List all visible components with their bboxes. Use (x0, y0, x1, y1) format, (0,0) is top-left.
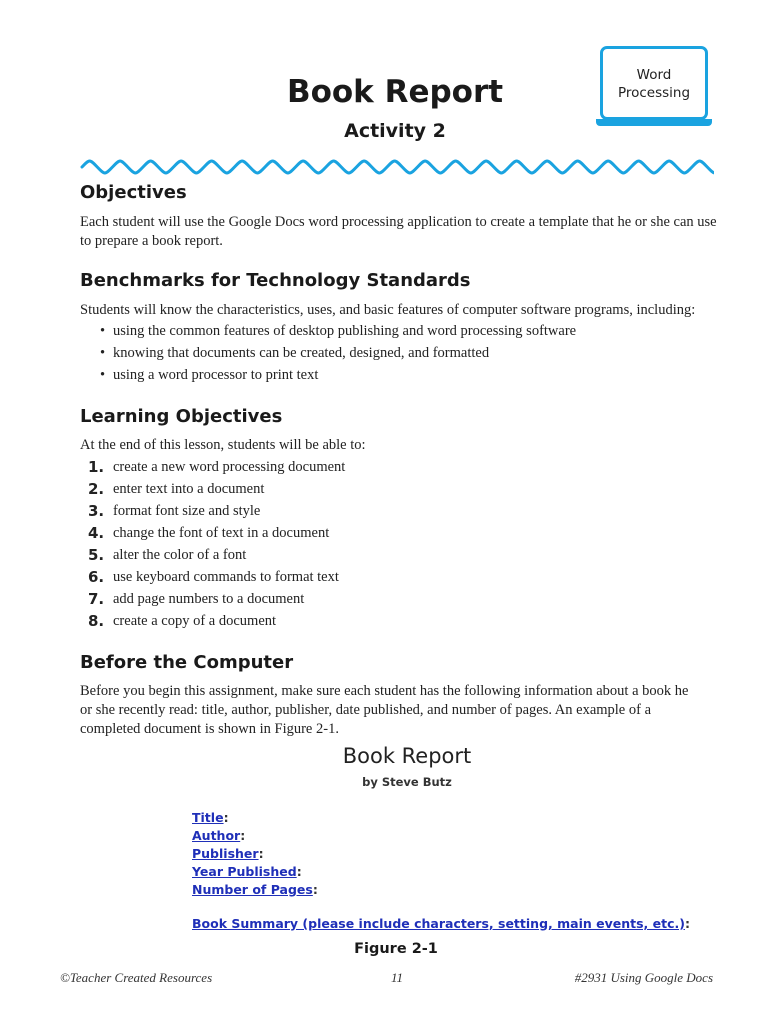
example-field-year: Year Published: (192, 864, 302, 879)
learning-objectives-heading: Learning Objectives (80, 406, 283, 427)
example-report-title: Book Report (342, 744, 472, 768)
list-item: 4. change the font of text in a document (88, 524, 330, 542)
figure-caption: Figure 2-1 (354, 941, 438, 957)
benchmarks-intro: Students will know the characteristics, uses, and basic features of computer software programs, including: (80, 302, 696, 318)
learning-intro: At the end of this lesson, students will be able to: (80, 437, 366, 453)
badge-line-2: Processing (617, 85, 691, 101)
before-computer-text: Before you begin this assignment, make sure each student has the following information about a book he or she recently read: title, author, publisher, date published, and number of pages. An example of a completed document is shown in Figure 2-1. (80, 683, 689, 737)
list-item: • knowing that documents can be created, designed, and formatted (100, 345, 490, 361)
example-report-byline: by Steve Butz (362, 775, 452, 789)
badge-label (603, 66, 705, 102)
list-item: 1. create a new word processing document (88, 458, 346, 476)
footer-book-id: #2931 Using Google Docs (574, 970, 713, 985)
example-field-publisher: Publisher: (192, 846, 264, 861)
list-item: 2. enter text into a document (88, 480, 265, 498)
badge-line-1: Word (636, 67, 672, 83)
learning-objectives-list (88, 456, 345, 632)
benchmarks-heading: Benchmarks for Technology Standards (80, 270, 471, 291)
list-item: 3. format font size and style (88, 502, 261, 520)
list-item: • using the common features of desktop publishing and word processing software (100, 323, 577, 339)
activity-subtitle: Activity 2 (344, 120, 446, 142)
before-computer-heading: Before the Computer (80, 652, 294, 673)
list-item: 5. alter the color of a font (88, 546, 247, 564)
example-field-pages: Number of Pages: (192, 882, 318, 897)
example-field-title: Title: (192, 810, 229, 825)
page-title: Book Report (286, 74, 504, 110)
wavy-divider (80, 158, 714, 176)
footer-page-number: 11 (390, 970, 404, 985)
example-field-summary: Book Summary (please include characters, setting, main events, etc.): (192, 916, 690, 931)
list-item: 7. add page numbers to a document (88, 590, 305, 608)
list-item: • using a word processor to print text (100, 367, 319, 383)
footer-copyright: ©Teacher Created Resources (60, 970, 213, 985)
example-field-author: Author: (192, 828, 246, 843)
list-item: 8. create a copy of a document (88, 612, 277, 630)
objectives-heading: Objectives (80, 182, 187, 203)
monitor-stand (596, 119, 712, 126)
list-item: 6. use keyboard commands to format text (88, 568, 339, 586)
word-processing-badge (600, 46, 708, 126)
objectives-text: Each student will use the Google Docs word processing application to create a template that he or she can use to prepare a book report. (80, 214, 717, 249)
benchmarks-list (100, 320, 576, 386)
